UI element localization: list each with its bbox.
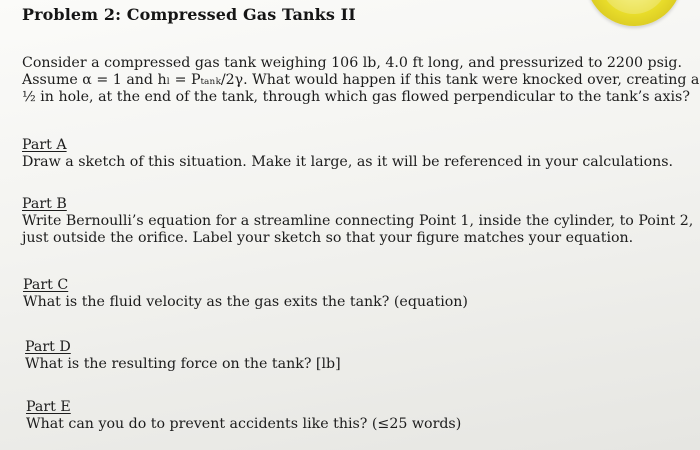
part-d-label: Part D: [25, 339, 71, 355]
part-a-label: Part A: [22, 137, 67, 153]
part-a: [22, 137, 673, 171]
part-e-text: What can you do to prevent accidents like this? (≤25 words): [26, 416, 462, 432]
part-b-text: just outside the orifice. Label your sketch so that your figure matches your equation.: [22, 230, 634, 246]
intro-line: Assume α = 1 and hₗ = Pₜₐₙₖ/2γ. What would happen if this tank were knocked over, creating a: [22, 72, 700, 88]
part-d-text: What is the resulting force on the tank? [lb]: [25, 356, 341, 372]
part-d: [25, 339, 341, 373]
part-b: [22, 196, 693, 247]
part-e: [26, 399, 461, 433]
intro-line: ½ in hole, at the end of the tank, through which gas flowed perpendicular to the tank’s axis?: [22, 89, 690, 105]
part-b-text: Write Bernoulli’s equation for a streamline connecting Point 1, inside the cylinder, to Point 2,: [22, 213, 694, 229]
part-c-label: Part C: [23, 277, 69, 293]
intro-line: Consider a compressed gas tank weighing 106 lb, 4.0 ft long, and pressurized to 2200 psig.: [22, 55, 683, 71]
part-a-text: Draw a sketch of this situation. Make it large, as it will be referenced in your calculations.: [22, 154, 674, 170]
part-b-label: Part B: [22, 196, 67, 212]
part-c-text: What is the fluid velocity as the gas exits the tank? (equation): [23, 294, 468, 310]
problem-title: Problem 2: Compressed Gas Tanks II: [22, 5, 356, 24]
part-c: [23, 277, 468, 311]
problem-intro: [22, 55, 700, 106]
part-e-label: Part E: [26, 399, 71, 415]
